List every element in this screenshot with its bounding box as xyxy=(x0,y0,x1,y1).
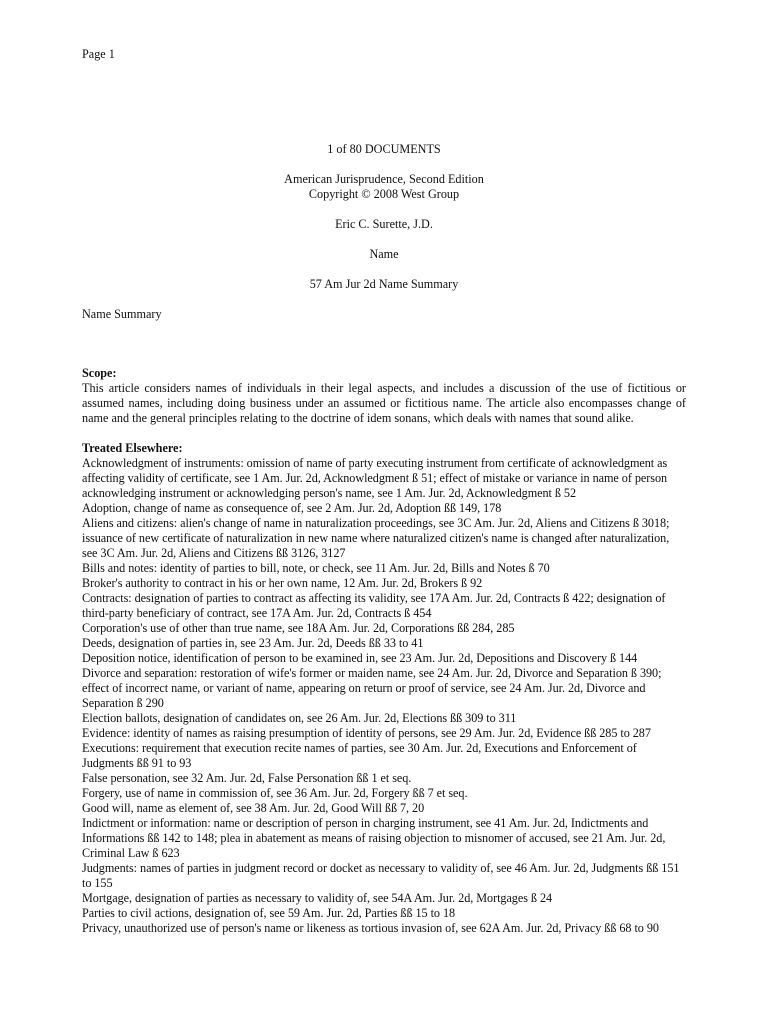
list-item: Evidence: identity of names as raising presumption of identity of persons, see 29 Am. Jur. 2d, Evidence ßß 285 to 287 xyxy=(82,726,651,740)
summary-title: Name Summary xyxy=(82,307,162,321)
list-item: Adoption, change of name as consequence of, see 2 Am. Jur. 2d, Adoption ßß 149, 178 xyxy=(82,501,502,515)
treated-elsewhere-section xyxy=(82,441,686,936)
page-number: Page 1 xyxy=(82,47,115,61)
list-item: Judgments: names of parties in judgment record or docket as necessary to validity of, see 46 Am. Jur. 2d, Judgments ßß 151 to 155 xyxy=(82,861,680,890)
list-item: Acknowledgment of instruments: omission of name of party executing instrument from certificate of acknowledgment as affecting validity of certificate, see 1 Am. Jur. 2d, Acknowledgment ß 51; effect of mistake or variance in name of person acknowledging instrument or acknowledging person's name, see 1 Am. Jur. 2d, Acknowledgment ß 52 xyxy=(82,456,668,500)
scope-section xyxy=(82,366,686,426)
copyright-line: Copyright © 2008 West Group xyxy=(308,187,460,201)
list-item: Divorce and separation: restoration of wife's former or maiden name, see 24 Am. Jur. 2d, Divorce and Separation ß 390; effect of incorrect name, or variant of name, appearing on return or proof of service, see 24 Am. Jur. 2d, Divorce and Separation ß 290 xyxy=(82,666,662,710)
treated-elsewhere-heading: Treated Elsewhere: xyxy=(82,441,183,455)
list-item: Mortgage, designation of parties as necessary to validity of, see 54A Am. Jur. 2d, Mortgages ß 24 xyxy=(82,891,553,905)
scope-heading: Scope: xyxy=(82,366,117,380)
list-item: Parties to civil actions, designation of, see 59 Am. Jur. 2d, Parties ßß 15 to 18 xyxy=(82,906,456,920)
list-item: Indictment or information: name or description of person in charging instrument, see 41 Am. Jur. 2d, Indictments and Informations ßß 142 to 148; plea in abatement as means of raising objection to misnomer of accused, see 21 Am. Jur. 2d, Criminal Law ß 623 xyxy=(82,816,666,860)
list-item: Forgery, use of name in commission of, see 36 Am. Jur. 2d, Forgery ßß 7 et seq. xyxy=(82,786,468,800)
list-item: Corporation's use of other than true name, see 18A Am. Jur. 2d, Corporations ßß 284, 285 xyxy=(82,621,515,635)
publication-title: American Jurisprudence, Second Edition xyxy=(284,172,484,186)
list-item: Deposition notice, identification of person to be examined in, see 23 Am. Jur. 2d, Depositions and Discovery ß 144 xyxy=(82,651,638,665)
citation-line: 57 Am Jur 2d Name Summary xyxy=(309,277,459,291)
list-item: Broker's authority to contract in his or her own name, 12 Am. Jur. 2d, Brokers ß 92 xyxy=(82,576,483,590)
list-item: Privacy, unauthorized use of person's name or likeness as tortious invasion of, see 62A Am. Jur. 2d, Privacy ßß 68 to 90 xyxy=(82,921,659,935)
list-item: Good will, name as element of, see 38 Am. Jur. 2d, Good Will ßß 7, 20 xyxy=(82,801,425,815)
list-item: Aliens and citizens: alien's change of name in naturalization proceedings, see 3C Am. Jur. 2d, Aliens and Citizens ß 3018; issuance of new certificate of naturalization in new name where naturalized citizen's name is changed after naturalization, see 3C Am. Jur. 2d, Aliens and Citizens ßß 3126, 3127 xyxy=(82,516,670,560)
author-name: Eric C. Surette, J.D. xyxy=(335,217,433,231)
list-item: Contracts: designation of parties to contract as affecting its validity, see 17A Am. Jur. 2d, Contracts ß 422; designation of third-party beneficiary of contract, see 17A Am. Jur. 2d, Contracts ß 454 xyxy=(82,591,666,620)
document-count: 1 of 80 DOCUMENTS xyxy=(327,142,441,156)
scope-text: This article considers names of individuals in their legal aspects, and includes a discussion of the use of fictitious or assumed names, including doing business under an assumed or fictitious name. The article also encompasses change of name and the general principles relating to the doctrine of idem sonans, which deals with names that sound alike. xyxy=(82,381,686,425)
list-item: Deeds, designation of parties in, see 23 Am. Jur. 2d, Deeds ßß 33 to 41 xyxy=(82,636,424,650)
list-item: False personation, see 32 Am. Jur. 2d, False Personation ßß 1 et seq. xyxy=(82,771,412,785)
list-item: Bills and notes: identity of parties to bill, note, or check, see 11 Am. Jur. 2d, Bills and Notes ß 70 xyxy=(82,561,550,575)
treated-elsewhere-list xyxy=(82,456,686,936)
list-item: Election ballots, designation of candidates on, see 26 Am. Jur. 2d, Elections ßß 309 to 311 xyxy=(82,711,517,725)
topic-title: Name xyxy=(369,247,399,261)
list-item: Executions: requirement that execution recite names of parties, see 30 Am. Jur. 2d, Executions and Enforcement of Judgments ßß 91 to 93 xyxy=(82,741,637,770)
